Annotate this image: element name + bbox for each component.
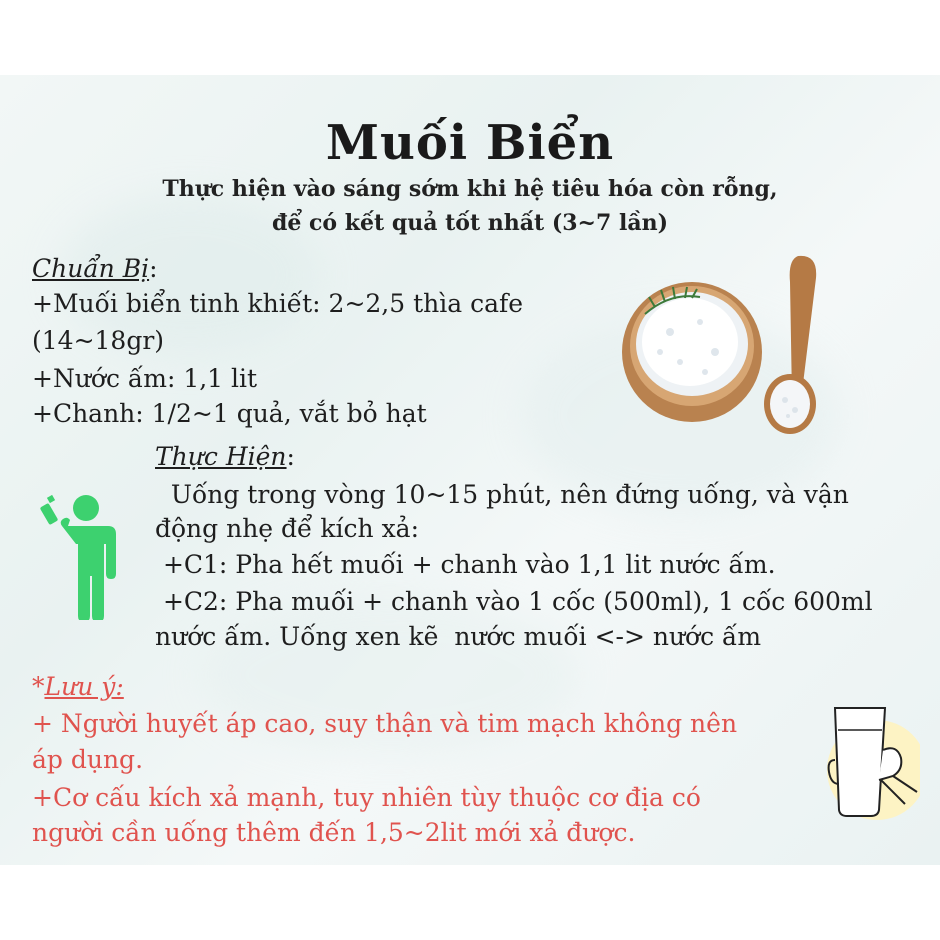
glass-of-water-icon [805,700,920,825]
prep-line: +Muối biển tinh khiết: 2~2,5 thìa cafe [32,289,524,318]
salt-bowl-icon [620,252,840,442]
person-drinking-icon [38,490,118,620]
note-heading: *Lưu ý: [32,672,124,701]
steps-line: +C1: Pha hết muối + chanh vào 1,1 lit nước ấm. [155,550,776,579]
prep-line: +Chanh: 1/2~1 quả, vắt bỏ hạt [32,399,427,428]
note-line: + Người huyết áp cao, suy thận và tim mạch không nên [32,709,738,738]
steps-line: nước ấm. Uống xen kẽ nước muối <-> nước ấm [155,622,762,651]
page-title: Muối Biển [325,115,615,171]
note-line: áp dụng. [32,745,144,774]
note-line: người cần uống thêm đến 1,5~2lit mới xả được. [32,818,636,847]
prep-line: +Nước ấm: 1,1 lit [32,364,258,393]
steps-line: +C2: Pha muối + chanh vào 1 cốc (500ml), 1 cốc 600ml [155,587,873,616]
steps-line: Uống trong vòng 10~15 phút, nên đứng uống, và vận [155,480,849,509]
steps-line: động nhẹ để kích xả: [155,514,420,543]
note-line: +Cơ cấu kích xả mạnh, tuy nhiên tùy thuộc cơ địa có [32,783,701,812]
prep-line: (14~18gr) [32,326,165,355]
subtitle-line-1: Thực hiện vào sáng sớm khi hệ tiêu hóa còn rỗng, [162,176,778,202]
steps-heading: Thực Hiện: [155,442,295,471]
subtitle-line-2: để có kết quả tốt nhất (3~7 lần) [272,210,668,236]
prep-heading: Chuẩn Bị: [32,254,158,283]
